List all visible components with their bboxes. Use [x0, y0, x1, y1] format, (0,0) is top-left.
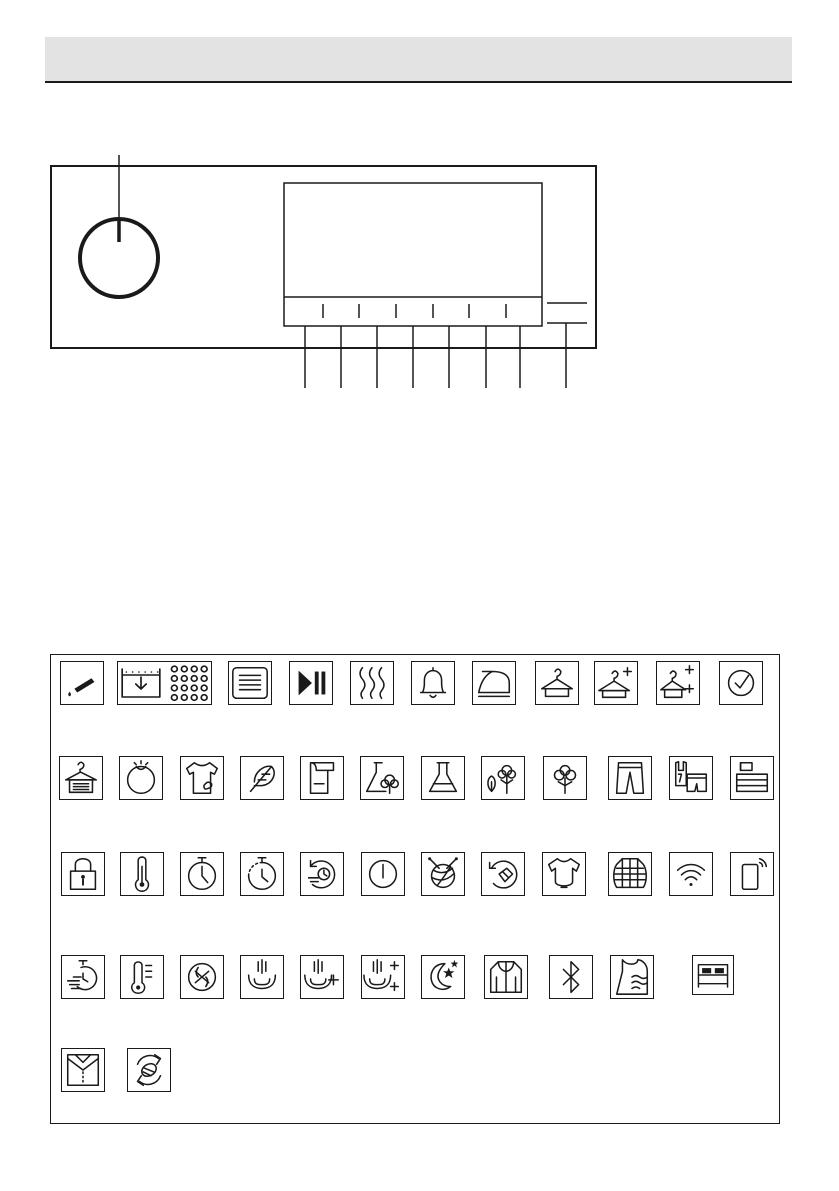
wifi-icon: [669, 852, 713, 896]
rinse-plus-icon: [300, 955, 344, 999]
prewash-dots-group-frame: [117, 661, 212, 705]
button-callout-lines: [305, 323, 566, 388]
bell-icon: [411, 661, 455, 705]
eco-cotton-icon: [481, 756, 525, 800]
temperature-level-icon: [120, 955, 164, 999]
power-icon: [361, 852, 405, 896]
hanger-plus-icon: [594, 661, 638, 705]
rinse-icon: [240, 955, 284, 999]
rinse-double-plus-icon: [361, 955, 405, 999]
feather-icon: [240, 756, 284, 800]
steam-icon: [350, 661, 394, 705]
iron-icon: [472, 661, 516, 705]
drum-refresh-icon: [127, 1048, 171, 1092]
down-jacket-icon: [608, 852, 652, 896]
quick-wash-icon: [300, 852, 344, 896]
hanger-icon: [535, 661, 579, 705]
detergent-icon: [60, 661, 104, 705]
shirt-fold-icon: [61, 1048, 105, 1092]
display-button-ticks: [323, 304, 506, 318]
thermometer-icon: [120, 852, 164, 896]
outdoor-jacket-icon: [484, 955, 528, 999]
fast-timer-icon: [61, 955, 105, 999]
hanger-drawer-icon: [59, 756, 103, 800]
shirt-shorts-icon: [669, 756, 713, 800]
hanger-double-plus-icon: [656, 661, 700, 705]
baby-clothes-icon: [542, 852, 586, 896]
cotton-icon: [543, 756, 587, 800]
delay-clock-icon: [240, 852, 284, 896]
remote-phone-icon: [730, 852, 774, 896]
bedding-icon: [730, 756, 774, 800]
drum-clean-icon: [481, 852, 525, 896]
play-pause-icon: [289, 661, 333, 705]
night-mode-icon: [421, 955, 465, 999]
jeans-icon: [608, 756, 652, 800]
program-list-icon: [228, 661, 272, 705]
control-panel-frame: [51, 166, 596, 348]
drum-light-icon: [119, 756, 163, 800]
wool-icon: [421, 852, 465, 896]
flask-icon: [421, 756, 465, 800]
shirt-stain-icon: [180, 756, 224, 800]
flask-cotton-icon: [360, 756, 404, 800]
timer-icon: [180, 852, 224, 896]
sports-shirt-icon: [610, 955, 654, 999]
towel-icon: [300, 756, 344, 800]
control-panel-diagram: [0, 0, 839, 420]
check-circle-icon: [719, 661, 763, 705]
bluetooth-icon: [549, 955, 593, 999]
no-spin-icon: [180, 955, 224, 999]
child-lock-icon: [61, 852, 105, 896]
bed-icon: [692, 955, 734, 995]
